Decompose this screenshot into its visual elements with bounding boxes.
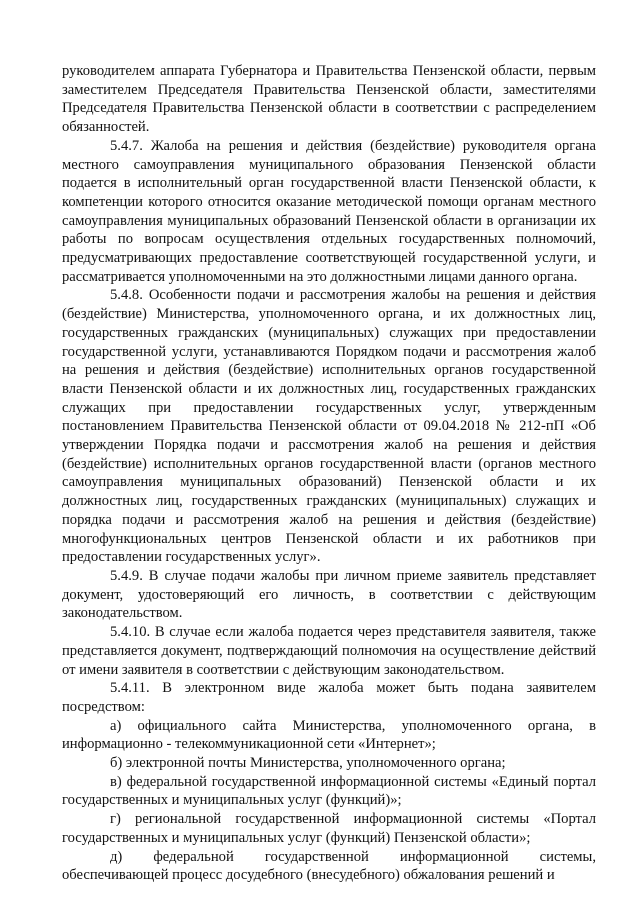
paragraph-5-4-8: 5.4.8. Особенности подачи и рассмотрения жалобы на решения и действия (бездействие) Министерства, уполномоченного органа, и их должностных лиц, государственных гражданских (муниципальных) служащих при предоставлении государственной услуги, устанавливаются Порядком подачи и рассмотрения жалоб на решения и действия (бездействие) исполнительных органов государственной власти Пензенской области и их должностных лиц, государственных гражданских служащих при предоставлении государственных услуг, утвержденным постановлением Правительства Пензенской области от 09.04.2018 № 212-пП «Об утверждении Порядка подачи и рассмотрения жалоб на решения и действия (бездействие) исполнительных органов государственной власти (органов местного самоуправления муниципальных образований) Пензенской области и их должностных лиц, государственных гражданских (муниципальных) служащих и порядка подачи и рассмотрения жалоб на решения и действия (бездействие) многофункциональных центров Пензенской области и их работников при предоставлении государственных услуг». bbox=[62, 287, 596, 566]
list-item-v: в) федеральной государственной информационной системы «Единый портал государственных и муниципальных услуг (функций)»; bbox=[62, 773, 596, 809]
list-item-b: б) электронной почты Министерства, уполномоченного органа; bbox=[110, 755, 506, 772]
paragraph-5-4-10: 5.4.10. В случае если жалоба подается через представителя заявителя, также представляется документ, подтверждающий полномочия на осуществление действий от имени заявителя в соответствии с действующим законодательством. bbox=[62, 624, 596, 678]
paragraph-5-4-11: 5.4.11. В электронном виде жалоба может быть подана заявителем посредством: bbox=[62, 680, 596, 715]
list-item-a: а) официального сайта Министерства, уполномоченного органа, в информационно - телекоммуникационной сети «Интернет»; bbox=[62, 717, 596, 753]
list-item-g: г) региональной государственной информационной системы «Портал государственных и муниципальных услуг (функций) Пензенской области»; bbox=[62, 811, 596, 846]
list-item-d: д) федеральной государственной информационной системы, обеспечивающей процесс досудебного (внесудебного) обжалования решений и bbox=[62, 848, 596, 884]
paragraph-continuation: руководителем аппарата Губернатора и Правительства Пензенской области, первым заместителем Председателя Правительства Пензенской области, заместителями Председателя Правительства Пензенской области в соответствии с распределением обязанностей. bbox=[62, 63, 596, 136]
paragraph-5-4-7: 5.4.7. Жалоба на решения и действия (бездействие) руководителя органа местного самоуправления муниципального образования Пензенской области подается в исполнительный орган государственной власти Пензенской области, к компетенции которого относится оказание методической помощи органам местного самоуправления муниципальных образований Пензенской области в организации их работы по вопросам осуществления отдельных государственных полномочий, предусматривающих предоставление соответствующей государственной услуги, и рассматривается уполномоченными на это должностными лицами данного органа. bbox=[62, 137, 596, 285]
document-page bbox=[62, 62, 596, 885]
paragraph-5-4-9: 5.4.9. В случае подачи жалобы при личном приеме заявитель представляет документ, удостоверяющий его личность, в соответствии с действующим законодательством. bbox=[62, 567, 596, 622]
